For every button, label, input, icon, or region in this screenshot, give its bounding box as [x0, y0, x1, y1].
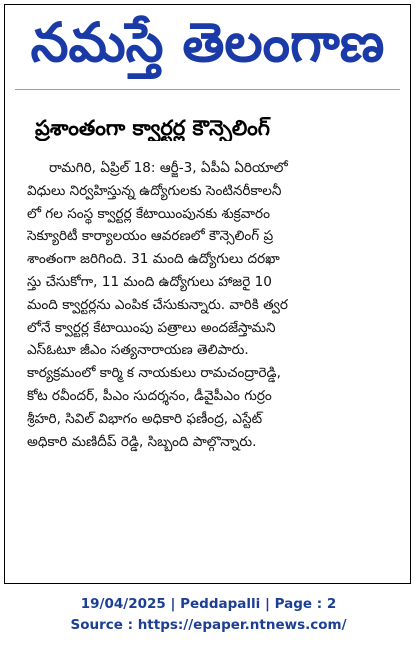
- article-line: శాంతంగా జరిగింది. 31 మంది ఉద్యోగులు దరఖా: [27, 251, 280, 268]
- article-line: అధికారి మణిదీప్ రెడ్డి, సిబ్బంది పాల్గొన్నారు.: [27, 433, 257, 450]
- newspaper-masthead: నమస్తే తెలంగాణ: [30, 11, 385, 74]
- footer-source-line: Source : https://epaper.ntnews.com/: [70, 617, 347, 633]
- article-line: ఎస్ఓటూ జీఎం సత్యనారాయణ తెలిపారు.: [27, 342, 249, 359]
- article-headline: ప్రశాంతంగా క్వార్టర్ల కౌన్సెలింగ్: [35, 116, 270, 140]
- article-line: లో గల సంస్థ క్వార్టర్ల కేటాయింపునకు శుక్రవారం: [27, 205, 270, 222]
- article-line: రామగిరి, ఏప్రిల్ 18: ఆర్జీ-3, ఏపీఏ ఏరియాలో: [49, 160, 288, 176]
- article-line: శ్రీహరి, సివిల్ విభాగం అధికారి ఫణీంద్ర, ఎస్టేట్: [27, 410, 263, 427]
- masthead-divider: [15, 89, 400, 90]
- footer-date-line: 19/04/2025 | Peddapalli | Page : 2: [80, 596, 337, 612]
- article-line: లోనే క్వార్టర్ల కేటాయింపు పత్రాలు అందజేస్తామని: [27, 319, 276, 336]
- article-line: కార్యక్రమంలో కార్మి క నాయకులు రామచంద్రారెడ్డి,: [27, 365, 281, 382]
- article-body: [27, 157, 407, 453]
- article-line: కోట రవీందర్, పీఎం సుదర్శనం, డీవైపీఎం గుర్రం: [27, 387, 272, 404]
- article-line: మంది క్వార్టర్లను ఎంపిక చేసుకున్నారు. వారికి త్వర: [27, 296, 288, 313]
- article-line: సెక్యూరిటీ కార్యాలయం ఆవరణలో కౌన్సెలింగ్ ప్ర: [27, 228, 274, 245]
- article-line: స్తు చేసుకోగా, 11 మంది ఉద్యోగులు హాజరై 10: [27, 273, 272, 290]
- article-line: విధులు నిర్వహిస్తున్న ఉద్యోగులకు సెంటినరీకాలనీ: [27, 182, 282, 199]
- newspaper-clipping: [4, 4, 411, 584]
